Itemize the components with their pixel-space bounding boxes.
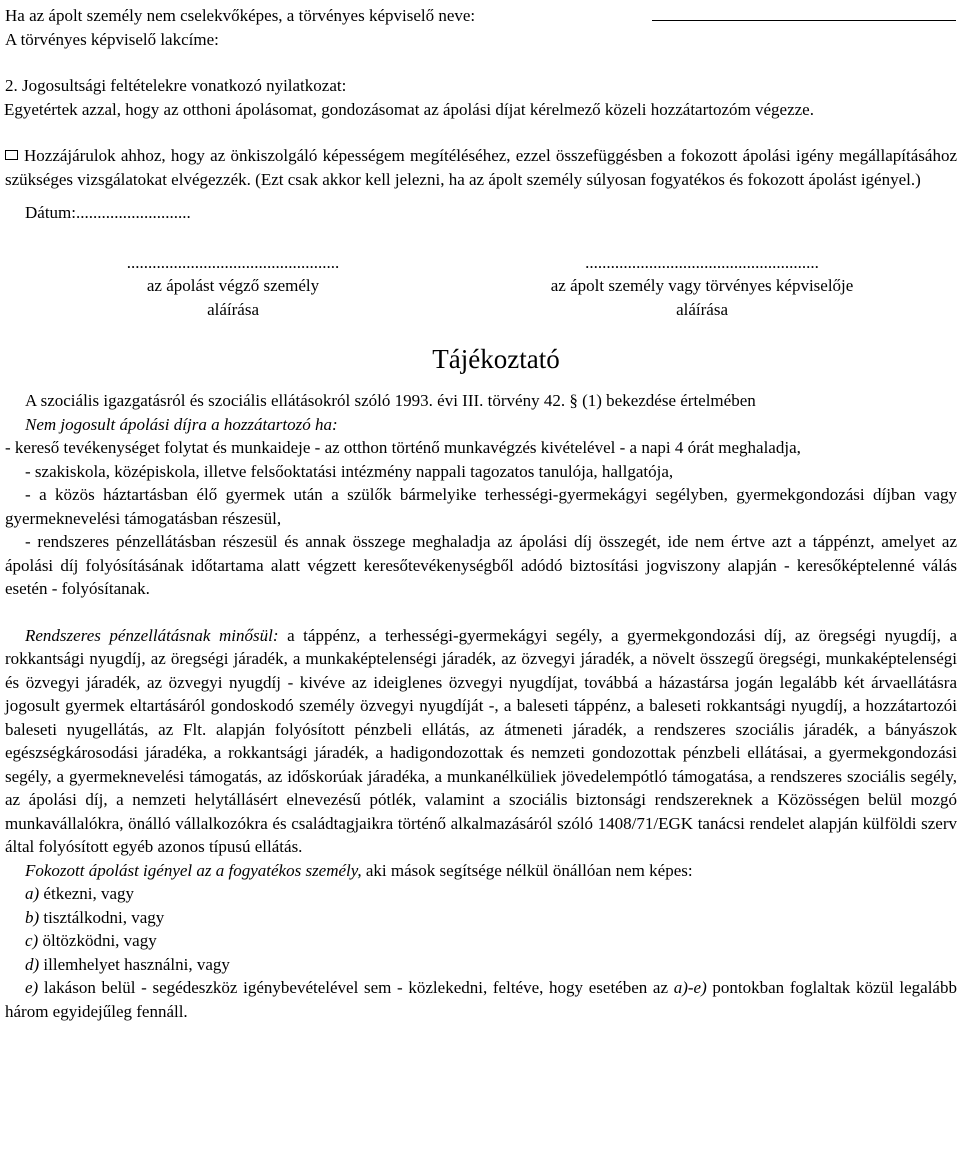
signature-right-line2: aláírása bbox=[676, 299, 728, 319]
ability-item-a: a) étkezni, vagy bbox=[25, 884, 135, 903]
severe-care-text: aki mások segítsége nélkül önállóan nem képes: bbox=[361, 860, 693, 880]
option-1-text: Egyetértek azzal, hogy az otthoni ápolásomat, gondozásomat az ápolási díjat kérelmező közeli hozzátartozóm végezze. bbox=[4, 99, 814, 119]
ability-item-e: e) lakáson belül - segédeszköz igénybevételével sem - közlekedni, feltéve, hogy esetében az a)-e) pontokban foglaltak közül legalább három egyidejűleg fennáll. bbox=[5, 978, 957, 1021]
declaration-title: 2. Jogosultsági feltételekre vonatkozó nyilatkozat: bbox=[5, 76, 347, 95]
ability-item-c: c) öltözködni, vagy bbox=[25, 931, 157, 950]
rep-name-blank[interactable] bbox=[652, 6, 956, 21]
declaration-option-2 bbox=[5, 144, 957, 191]
declaration-option-1 bbox=[0, 98, 957, 122]
info-title: Tájékoztató bbox=[432, 344, 560, 374]
checkbox-option-2[interactable] bbox=[5, 150, 18, 160]
regular-allowance-text: a táppénz, a terhességi-gyermekágyi segély, a gyermekgondozási díj, az öregségi nyugdíj, a rokkantsági nyugdíj, az öregségi járadék, a munkaképtelenségi járadék, az özvegyi járadék, a növelt összegű öregségi, munkaképtelenségi és özvegyi járadék, az özvegyi nyugdíj - kivéve az ideiglenes özvegyi nyugdíjat, továbbá a házastársa jogán legalább két árvaellátásra jogosult gyermek eltartásáról gondoskodó személy özvegyi nyugdíját -, a baleseti táppénz, a baleseti rokkantsági nyugdíj, a hozzátartozói baleseti nyugellátás, az Flt. alapján folyósított pénzbeli ellátás, az átmeneti járadék, a rendszeres szociális járadék, a bányászok egészségkárosodási járadéka, a rokkantsági járadék, a hadigondozottak és nemzeti gondozottak pénzbeli ellátásai, a gyermekgondozási segély, a gyermeknevelési támogatás, az időskorúak járadéka, a munkanélküliek jövedelempótló támogatása, a rendszeres szociális segély, az ápolási díj, a nemzeti helytállásért elnevezésű pótlék, valamint a szociális biztonsági rendszereknek a Közösségen belül mozgó munkavállalókra, önálló vállalkozókra és családtagjaikra történő alkalmazásáról szóló 1408/71/EGK tanácsi rendelet alapján külföldi szerv által folyósított egyéb azonos típusú ellátás. bbox=[5, 625, 957, 856]
condition-item-2: - szakiskola, középiskola, illetve felsőoktatási intézmény nappali tagozatos tanulója, hallgatója, bbox=[25, 461, 674, 481]
ability-item-b: b) tisztálkodni, vagy bbox=[25, 907, 165, 927]
regular-allowance-term: Rendszeres pénzellátásnak minősül: bbox=[25, 625, 279, 645]
rep-name-label: Ha az ápolt személy nem cselekvőképes, a törvényes képviselő neve: bbox=[5, 6, 476, 25]
signature-block bbox=[5, 251, 957, 322]
signature-left-line1: az ápolást végző személy bbox=[146, 276, 320, 295]
document-page bbox=[5, 4, 957, 1023]
signature-left-line2: aláírása bbox=[207, 299, 259, 319]
signature-right bbox=[447, 251, 957, 322]
signature-right-dots[interactable]: ....................................................... bbox=[585, 252, 819, 272]
signature-left-dots[interactable]: .................................................. bbox=[126, 252, 340, 272]
regular-allowance-paragraph bbox=[5, 624, 957, 859]
condition-item-4: - rendszeres pénzellátásban részesül és annak összege meghaladja az ápolási díj összegét, ide nem értve azt a táppénzt, amelyet az ápolási díj folyósításának időtartama alatt végzett keresőtevékenységből adódó biztosítási jogviszony alapján - keresőképtelenné válás esetén - folyósítanak. bbox=[5, 532, 957, 598]
severe-care-term: Fokozott ápolást igényel az a fogyatékos személy, bbox=[25, 860, 362, 880]
signature-right-line1: az ápolt személy vagy törvényes képviselője bbox=[550, 276, 854, 295]
date-field[interactable]: Dátum:........................... bbox=[25, 203, 191, 222]
condition-item-1: - kereső tevékenységet folytat és munkaideje - az otthon történő munkavégzés kivételével - a napi 4 órát meghaladja, bbox=[5, 438, 801, 457]
condition-item-3: - a közös háztartásban élő gyermek után a szülők bármelyike terhességi-gyermekágyi segélyben, gyermekgondozási díjban vagy gyermeknevelési támogatásban részesül, bbox=[5, 485, 957, 528]
signature-left bbox=[5, 251, 461, 322]
ability-item-d: d) illemhelyet használni, vagy bbox=[25, 954, 230, 974]
option-2-text: Hozzájárulok ahhoz, hogy az önkiszolgáló képességem megítéléséhez, ezzel összefüggésben a fokozott ápolási igény megállapításához szükséges vizsgálatokat elvégezzék. (Ezt csak akkor kell jelezni, ha az ápolt személy súlyosan fogyatékos és fokozott ápolást igényel.) bbox=[5, 146, 957, 189]
law-reference: A szociális igazgatásról és szociális ellátásokról szóló 1993. évi III. törvény 42. § (1) bekezdése értelmében bbox=[25, 391, 756, 410]
rep-name-row bbox=[5, 4, 957, 28]
rep-address-label: A törvényes képviselő lakcíme: bbox=[5, 29, 219, 49]
not-entitled-heading: Nem jogosult ápolási díjra a hozzátartozó ha: bbox=[25, 414, 338, 434]
severe-care-paragraph bbox=[5, 859, 957, 883]
